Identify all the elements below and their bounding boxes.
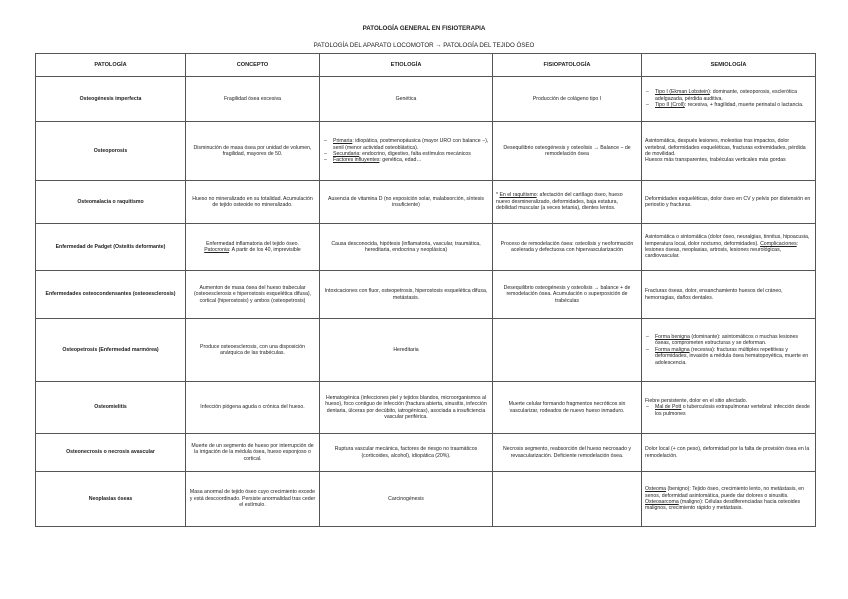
cell-etiologia — [320, 122, 493, 181]
cell-semiologia: Fiebre persistente, dolor en el sitio afectado. – Mal de Pott o tuberculosis extrapulmonar vertebral: infección desde los pulmones — [642, 382, 816, 434]
cell-fisiopatologia: Muerte celular formando fragmentos necróticos sin vascularizar, rodeados de nuevo hueso inmaduro. — [493, 382, 642, 434]
table-row — [36, 382, 816, 434]
cell-patologia: Osteomielitis — [36, 382, 186, 434]
cell-etiologia: Hereditaria — [320, 319, 493, 382]
cell-etiologia: Ausencia de vitamina D (no exposición solar, malabsorción, síntesis insuficiente) — [320, 181, 493, 224]
cell-etiologia: Genética — [320, 77, 493, 122]
cell-patologia: Osteonecrosis o necrosis avascular — [36, 434, 186, 472]
list-item: – Secundaria: endocrino, digestivo, falta estímulos mecánicos — [333, 151, 489, 157]
cell-semiologia — [642, 77, 816, 122]
table-row — [36, 181, 816, 224]
document-subtitle: PATOLOGÍA DEL APARATO LOCOMOTOR → PATOLOGÍA DEL TEJIDO ÓSEO — [313, 42, 535, 49]
cell-patologia: Osteomalacia o raquitismo — [36, 181, 186, 224]
cell-fisiopatologia: Desequilibrio osteogénesis y osteolisis → Balance − de remodelación ósea — [493, 122, 642, 181]
column-header: SEMIOLOGÍA — [642, 54, 816, 77]
cell-concepto: Infección piógena aguda o crónica del hueso. — [186, 382, 320, 434]
cell-patologia: Osteopetrosis (Enfermedad marmórea) — [36, 319, 186, 382]
list-item: – Factores influyentes: genética, edad… — [333, 157, 489, 163]
table-row — [36, 319, 816, 382]
document-title: PATOLOGÍA GENERAL EN FISIOTERAPIA — [362, 25, 486, 32]
table-row — [36, 77, 816, 122]
cell-concepto: Fragilidad ósea excesiva — [186, 77, 320, 122]
cell-semiologia: Asintomática, después lesiones, molestias tras impactos, dolor vertebral, deformidades esqueléticas, fracturas extremidades, pérdida de movilidad. Huesos más transparentes, trabéculas verticales más gordas — [642, 122, 816, 181]
cell-patologia: Osteoporosis — [36, 122, 186, 181]
cell-semiologia: Asintomática o sintomática (dolor óseo, neuralgias, tinnitus, hipoacusia, temperatura local, dolor nocturno, deformidades). Complicaciones: lesiones óseas, neoplasias, artrosis, lesiones neurológicas, cardiovascular. — [642, 224, 816, 271]
cell-fisiopatologia: Necrosis segmento, reabsorción del hueso necrosado y revascularización. Deficiente remodelación ósea. — [493, 434, 642, 472]
column-header: ETIOLOGÍA — [320, 54, 493, 77]
column-header: CONCEPTO — [186, 54, 320, 77]
table-row — [36, 271, 816, 319]
cell-concepto: Enfermedad inflamatoria del tejido óseo. Patocronia: A partir de los 40, imprevisible — [186, 224, 320, 271]
pathology-table — [35, 53, 816, 527]
cell-semiologia: Osteoma (benigno): Tejido óseo, crecimiento lento, no metástasis, en senos, deformidad asintomática, puede dar dolores o sinusitis. Osteosarcoma (maligno): Células desdiferenciadas hacia osteoides malignos, crecimiento rápido y metástasis. — [642, 472, 816, 527]
table-row — [36, 224, 816, 271]
list-item: – Primaria: idiopática, postmenopáusica (mayor URO con balance −), senil (menor actividad osteoblástica). — [333, 138, 489, 151]
cell-patologia: Osteogénesis imperfecta — [36, 77, 186, 122]
table-row — [36, 122, 816, 181]
cell-semiologia: Deformidades esqueléticas, dolor óseo en CV y pelvis por distensión en periostio y fracturas. — [642, 181, 816, 224]
list-item: – Forma benigna (dominante): asintomáticos o muchas lesiones óseas, comprometen estructuras y se deforman. — [655, 334, 812, 347]
cell-etiologia: Hematogénica (infecciones piel y tejidos blandos, microorganismos al hueso), foco contiguo de infección (fractura abierta, sinusitis, infección dentaria, úlceras por decúbito, iatrogénicas), asociada a insuficiencia vascular periférica. — [320, 382, 493, 434]
cell-concepto: Masa anormal de tejido óseo cuyo crecimiento excede y está descoordinado. Persiste anormalidad tras ceder el estímulo. — [186, 472, 320, 527]
cell-concepto: Aumenton de masa ósea del hueso trabecular (osteoesclerosis e hiperostosis esquelética difusa), cortical (hiperostosis) y ambos (osteopetrosis) — [186, 271, 320, 319]
cell-fisiopatologia — [493, 319, 642, 382]
cell-fisiopatologia: Producción de colágeno tipo I — [493, 77, 642, 122]
column-header: FISIOPATOLOGÍA — [493, 54, 642, 77]
cell-etiologia: Carcinogénesis — [320, 472, 493, 527]
cell-fisiopatologia: * En el raquitismo: afectación del cartílago óseo, hueso nuevo desmineralizado, deformidades, baja estatura, debilidad muscular (a veces tetania), dientes lentos. — [493, 181, 642, 224]
list-item: – Tipo I (Ekman Lobstein): dominante, osteoporosis, esclerótica adelgazada, pérdida auditiva. — [655, 89, 812, 102]
cell-semiologia: Dolor local (+ con peso), deformidad por la falta de provisión ósea en la remodelación. — [642, 434, 816, 472]
cell-fisiopatologia: Proceso de remodelación ósea: osteolisis y neoformación acelerada y defectuosa con hipervascularización — [493, 224, 642, 271]
cell-semiologia: Fracturas óseas, dolor, ensanchamiento huesos del cráneo, hemorragias, daños dentales. — [642, 271, 816, 319]
list-item: – Mal de Pott o tuberculosis extrapulmonar vertebral: infección desde los pulmones — [655, 404, 812, 417]
table-header-row — [36, 54, 816, 77]
cell-concepto: Hueso no mineralizado en su totalidad. Acumulación de tejido osteoide no mineralizado. — [186, 181, 320, 224]
cell-patologia: Neoplasias óseas — [36, 472, 186, 527]
list-item: – Forma maligna (recesiva): fracturas múltiples repetitivas y deformidades, invasión a médula ósea hematopoyética, muerte en adolescencia. — [655, 347, 812, 366]
table-row — [36, 472, 816, 527]
list-item: – Tipo II (Croll): recesiva, + fragilidad, muerte perinatal o lactancia. — [655, 102, 812, 108]
cell-fisiopatologia — [493, 472, 642, 527]
cell-etiologia: Ruptura vascular mecánica, factores de riesgo no traumáticos (corticoides, alcohol), idiopática (20%). — [320, 434, 493, 472]
cell-concepto: Disminución de masa ósea por unidad de volumen, fragilidad, mayores de 50. — [186, 122, 320, 181]
cell-etiologia: Intoxicaciones con fluor, osteopetrosis, hiperostosis esquelética difusa, metástasis. — [320, 271, 493, 319]
cell-semiologia — [642, 319, 816, 382]
cell-etiologia: Causa desconocida, hipótesis (inflamatoria, vascular, traumática, hereditaria, endocrina y neoplásica) — [320, 224, 493, 271]
table-row — [36, 434, 816, 472]
cell-fisiopatologia: Desequilibrio osteogénesis y osteolisis → balance + de remodelación ósea. Acumulación o superposición de trabéculas — [493, 271, 642, 319]
cell-concepto: Produce osteoesclerosis, con una disposición anárquica de las trabéculas. — [186, 319, 320, 382]
cell-patologia: Enfermedades osteocondensantes (osteoesclerosis) — [36, 271, 186, 319]
cell-patologia: Enfermedad de Padget (Osteítis deformante) — [36, 224, 186, 271]
column-header: PATOLOGÍA — [36, 54, 186, 77]
cell-concepto: Muerte de un segmento de hueso por interrupción de la irrigación de la médula ósea, hueso esponjoso o cortical. — [186, 434, 320, 472]
